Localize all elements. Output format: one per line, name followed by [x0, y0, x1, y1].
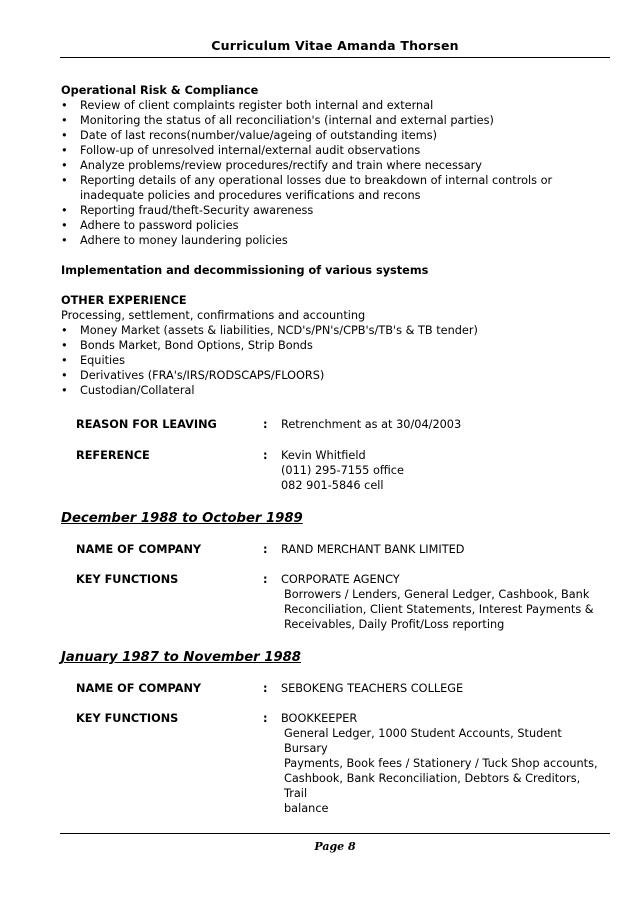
operational-risk-list: [61, 98, 606, 248]
key-functions-label: KEY FUNCTIONS: [76, 573, 179, 586]
employment-period: December 1988 to October 1989: [61, 511, 303, 526]
page-header-title: Curriculum Vitae Amanda Thorsen: [211, 38, 459, 53]
field-separator: :: [263, 712, 268, 725]
bullet-icon: •: [61, 114, 68, 127]
reason-for-leaving-label: REASON FOR LEAVING: [76, 418, 217, 431]
page-number: Page 8: [314, 840, 356, 853]
list-item: • Derivatives (FRA's/IRS/RODSCAPS/FLOORS): [61, 369, 325, 382]
bullet-icon: •: [61, 339, 68, 352]
reason-for-leaving-row: [76, 417, 606, 432]
company-name-value: SEBOKENG TEACHERS COLLEGE: [281, 682, 464, 695]
key-functions-details: [281, 711, 606, 816]
list-item: • Reporting details of any operational losses due to breakdown of internal controls or inadequate policies and procedures verifications and recons: [61, 174, 553, 202]
key-functions-row: [76, 572, 606, 632]
bullet-icon: •: [61, 384, 68, 397]
bullet-icon: •: [61, 129, 68, 142]
company-name-row: [76, 542, 606, 557]
bullet-icon: •: [61, 324, 68, 337]
key-functions-row: [76, 711, 606, 816]
bullet-icon: •: [61, 204, 68, 217]
list-item: • Custodian/Collateral: [61, 384, 195, 397]
bullet-icon: •: [61, 99, 68, 112]
other-experience-intro: Processing, settlement, confirmations and accounting: [61, 309, 366, 322]
header-divider: [60, 57, 610, 58]
list-item: • Date of last recons(number/value/ageing of outstanding items): [61, 129, 438, 142]
bullet-icon: •: [61, 159, 68, 172]
reference-cell-phone: 082 901-5846 cell: [281, 479, 384, 492]
list-item: • Follow-up of unresolved internal/external audit observations: [61, 144, 421, 157]
field-separator: :: [263, 449, 268, 462]
bullet-icon: •: [61, 144, 68, 157]
section-heading-implementation: Implementation and decommissioning of various systems: [61, 264, 429, 277]
job-role: CORPORATE AGENCY: [281, 573, 400, 586]
bullet-icon: •: [61, 174, 68, 187]
company-name-value: RAND MERCHANT BANK LIMITED: [281, 543, 465, 556]
reference-details: [281, 448, 606, 493]
bullet-icon: •: [61, 354, 68, 367]
list-item: • Reporting fraud/theft-Security awareness: [61, 204, 314, 217]
company-name-label: NAME OF COMPANY: [76, 682, 202, 695]
job-function-line: Borrowers / Lenders, General Ledger, Cashbook, Bank: [284, 588, 590, 601]
reason-for-leaving-value: Retrenchment as at 30/04/2003: [281, 418, 462, 431]
job-function-line: Payments, Book fees / Stationery / Tuck Shop accounts,: [284, 757, 598, 770]
employment-period: January 1987 to November 1988: [61, 650, 301, 665]
reference-name: Kevin Whitfield: [281, 449, 366, 462]
bullet-icon: •: [61, 234, 68, 247]
section-heading-operational-risk: Operational Risk & Compliance: [61, 84, 259, 97]
list-item: • Monitoring the status of all reconciliation's (internal and external parties): [61, 114, 494, 127]
list-item: • Analyze problems/review procedures/rectify and train where necessary: [61, 159, 482, 172]
job-role: BOOKKEEPER: [281, 712, 358, 725]
job-function-line: Cashbook, Bank Reconciliation, Debtors & Creditors, Trail: [284, 772, 581, 800]
list-item: • Equities: [61, 354, 126, 367]
field-separator: :: [263, 543, 268, 556]
field-separator: :: [263, 573, 268, 586]
reference-label: REFERENCE: [76, 449, 150, 462]
cv-page-content: [61, 83, 606, 816]
list-item: • Adhere to password policies: [61, 219, 239, 232]
section-heading-other-experience: OTHER EXPERIENCE: [61, 294, 187, 307]
list-item: • Adhere to money laundering policies: [61, 234, 288, 247]
field-separator: :: [263, 682, 268, 695]
job-function-line: General Ledger, 1000 Student Accounts, Student Bursary: [284, 727, 562, 755]
list-item: • Review of client complaints register both internal and external: [61, 99, 434, 112]
other-experience-list: [61, 323, 606, 398]
job-function-line: balance: [284, 802, 329, 815]
field-separator: :: [263, 418, 268, 431]
key-functions-details: [281, 572, 606, 632]
reference-row: [76, 448, 606, 493]
job-function-line: Reconciliation, Client Statements, Interest Payments &: [284, 603, 594, 616]
reference-office-phone: (011) 295-7155 office: [281, 464, 404, 477]
company-name-row: [76, 681, 606, 696]
footer-divider: [60, 833, 610, 834]
company-name-label: NAME OF COMPANY: [76, 543, 202, 556]
bullet-icon: •: [61, 369, 68, 382]
key-functions-label: KEY FUNCTIONS: [76, 712, 179, 725]
bullet-icon: •: [61, 219, 68, 232]
job-function-line: Receivables, Daily Profit/Loss reporting: [284, 618, 505, 631]
list-item: • Bonds Market, Bond Options, Strip Bonds: [61, 339, 313, 352]
list-item: • Money Market (assets & liabilities, NCD's/PN's/CPB's/TB's & TB tender): [61, 324, 478, 337]
